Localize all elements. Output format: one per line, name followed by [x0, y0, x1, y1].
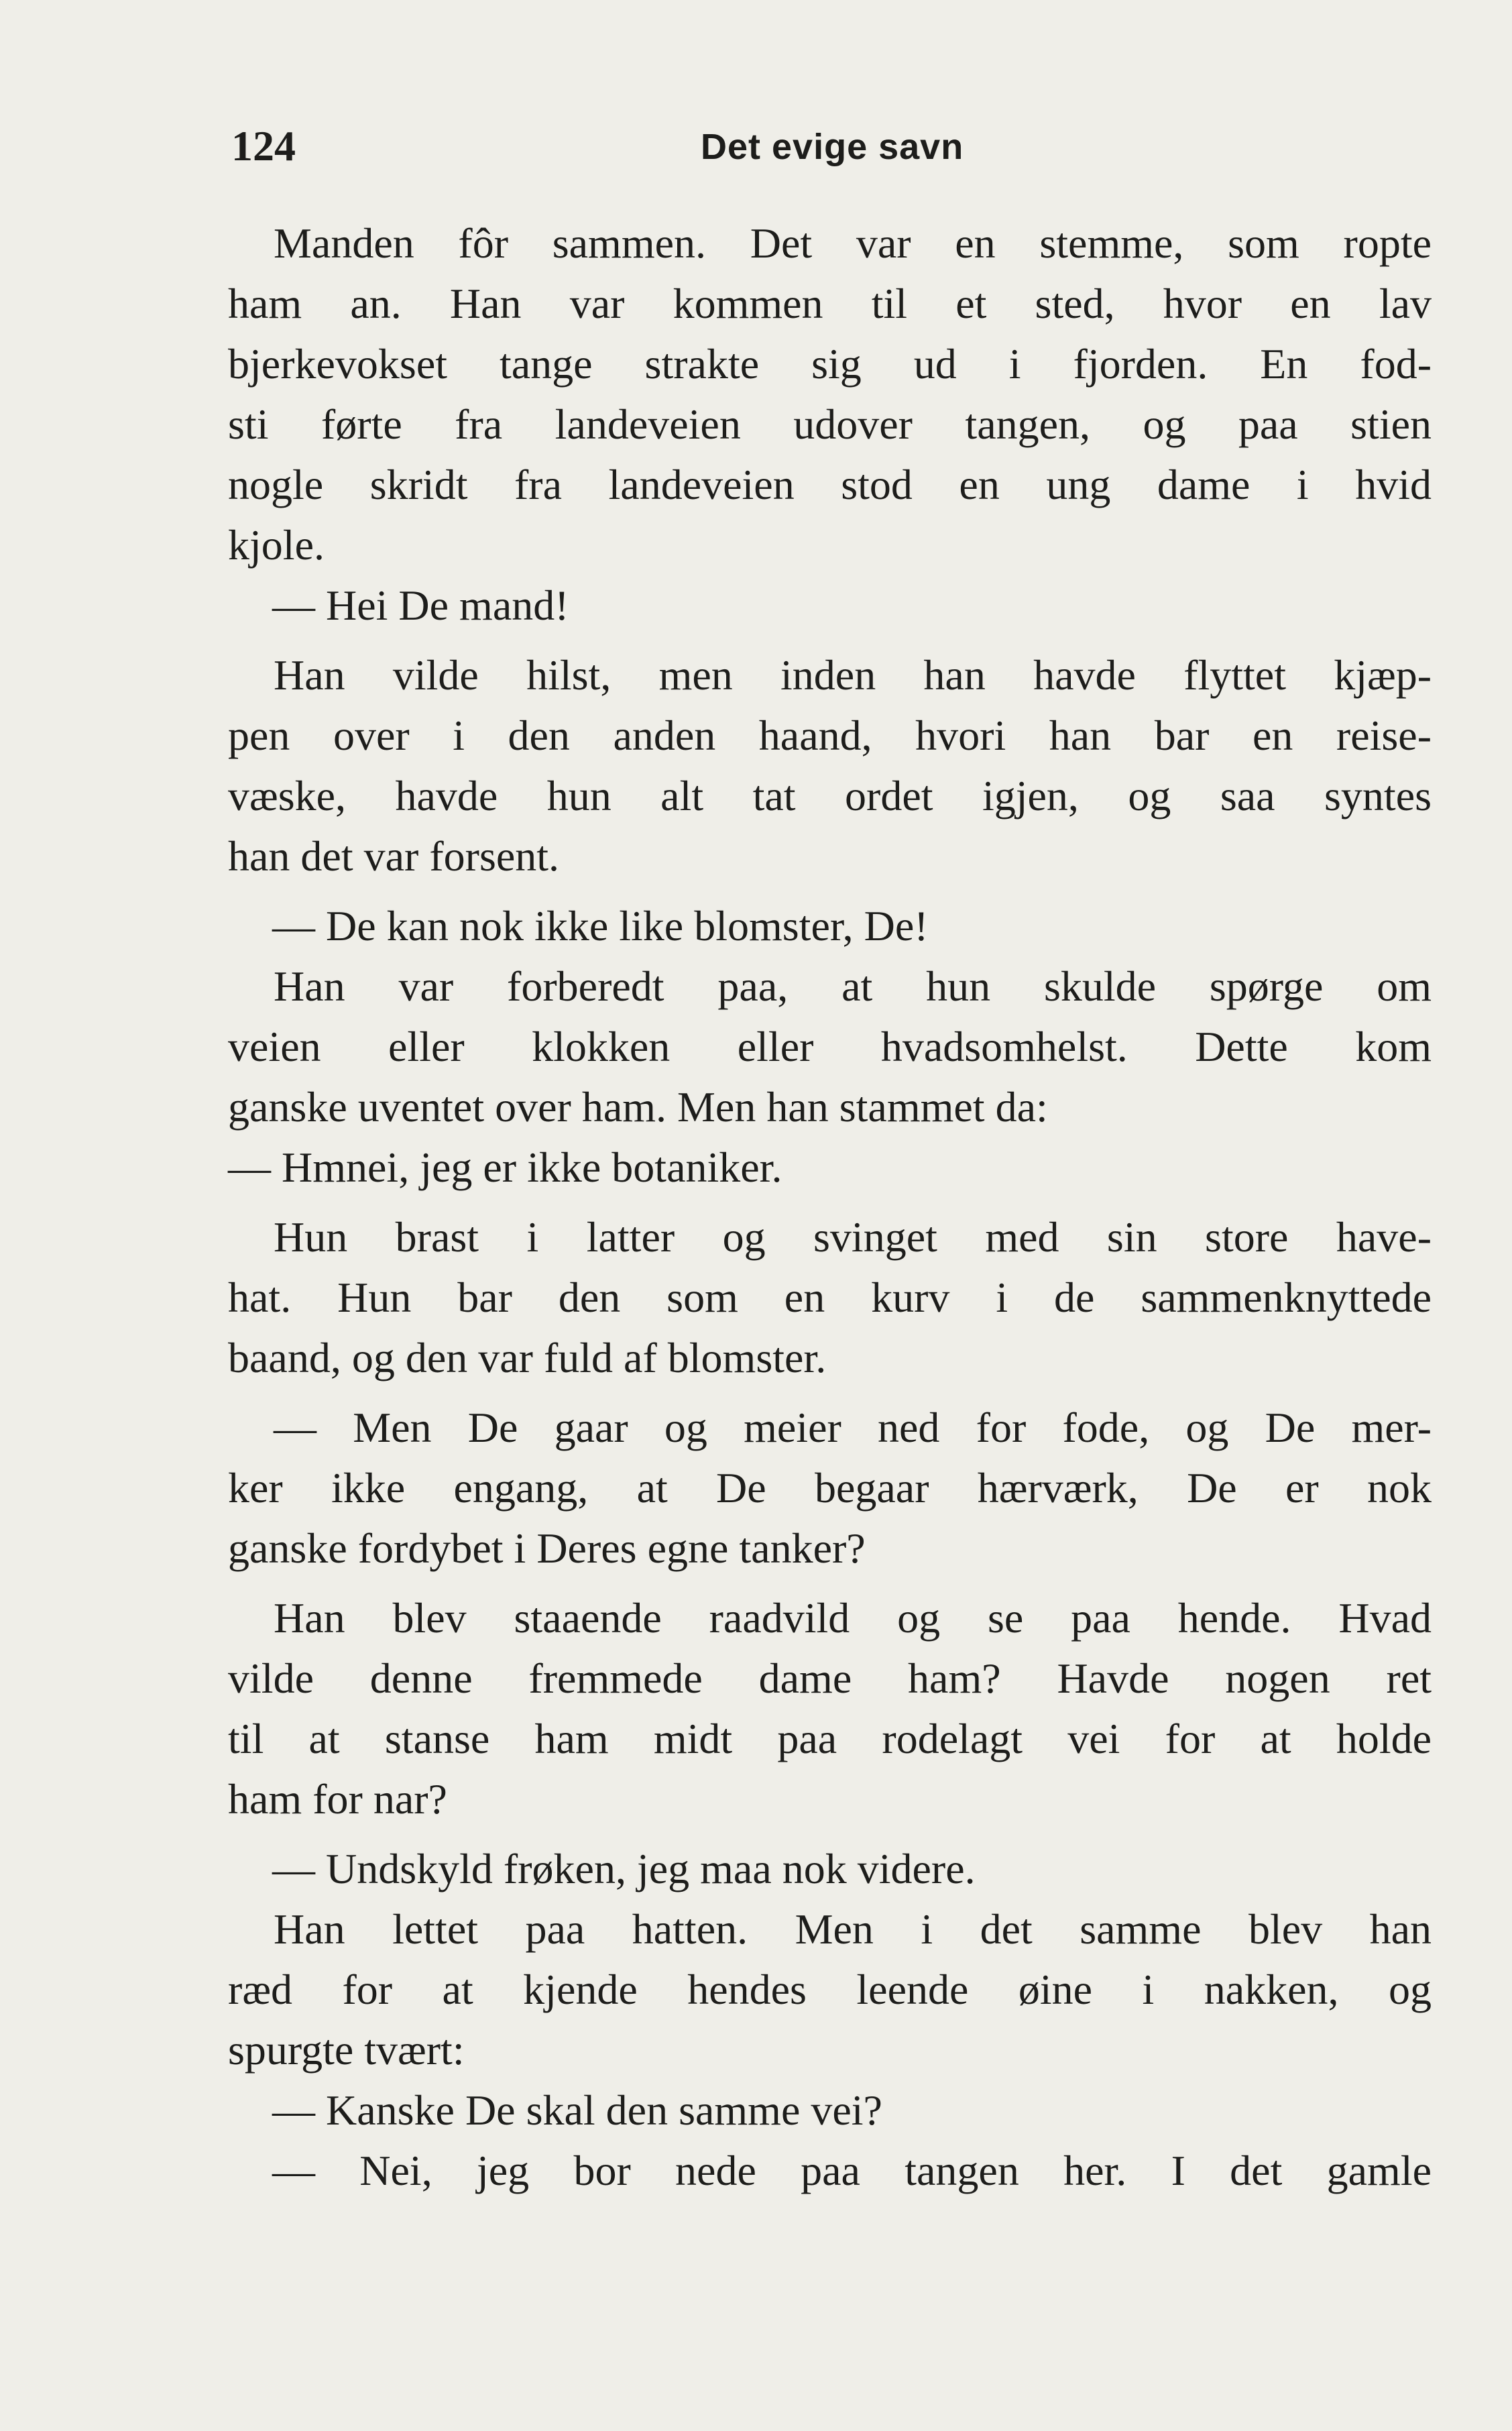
text-line: Han lettet paa hatten. Men i det samme blev han: [274, 1905, 1432, 1953]
text-line: Han vilde hilst, men inden han havde flyttet kjæp-: [274, 651, 1432, 699]
dialogue-line: — Men De gaar og meier ned for fode, og De mer-: [274, 1404, 1432, 1451]
page-header: [231, 119, 1432, 173]
dialogue-line: — Hei De mand!: [272, 581, 569, 629]
text-line: spurgte tvært:: [228, 2026, 465, 2074]
text-line: Han var forberedt paa, at hun skulde spørge om: [274, 962, 1432, 1010]
text-line: veien eller klokken eller hvadsomhelst. Dette kom: [228, 1023, 1432, 1070]
text-line: nogle skridt fra landeveien stod en ung dame i hvid: [228, 461, 1432, 508]
text-line: hat. Hun bar den som en kurv i de sammenknyttede: [228, 1274, 1432, 1321]
page-number: 124: [231, 122, 296, 170]
text-line: kjole.: [228, 521, 325, 569]
text-line: sti førte fra landeveien udover tangen, og paa stien: [228, 400, 1432, 448]
text-line: ker ikke engang, at De begaar hærværk, De er nok: [228, 1464, 1432, 1512]
text-line: bjerkevokset tange strakte sig ud i fjorden. En fod-: [228, 340, 1432, 388]
paragraph-gap: [228, 1198, 1432, 1207]
text-line: ganske uventet over ham. Men han stammet da:: [228, 1083, 1048, 1131]
text-line: ganske fordybet i Deres egne tanker?: [228, 1524, 866, 1572]
body-text: [228, 213, 1432, 2201]
dialogue-line: — De kan nok ikke like blomster, De!: [272, 902, 929, 950]
text-line: ham an. Han var kommen til et sted, hvor en lav: [228, 280, 1432, 327]
paragraph-gap: [228, 887, 1432, 896]
text-line: ræd for at kjende hendes leende øine i nakken, og: [228, 1966, 1432, 2013]
text-line: ham for nar?: [228, 1775, 447, 1823]
text-line: Manden fôr sammen. Det var en stemme, som ropte: [274, 219, 1432, 267]
text-line: han det var forsent.: [228, 832, 560, 880]
text-line: pen over i den anden haand, hvori han bar en reise-: [228, 712, 1432, 759]
text-line: baand, og den var fuld af blomster.: [228, 1334, 827, 1381]
running-title: Det evige savn: [701, 127, 964, 167]
text-line: væske, havde hun alt tat ordet igjen, og saa syntes: [228, 772, 1432, 819]
text-line: Han blev staaende raadvild og se paa hende. Hvad: [274, 1594, 1432, 1642]
text-line: Hun brast i latter og svinget med sin store have-: [274, 1213, 1432, 1261]
text-line: vilde denne fremmede dame ham? Havde nogen ret: [228, 1654, 1432, 1702]
dialogue-line: — Undskyld frøken, jeg maa nok videre.: [272, 1845, 976, 1892]
paragraph-gap: [228, 1579, 1432, 1588]
paragraph-gap: [228, 1388, 1432, 1398]
dialogue-line: — Hmnei, jeg er ikke botaniker.: [228, 1143, 782, 1191]
dialogue-line: — Nei, jeg bor nede paa tangen her. I det gamle: [272, 2147, 1432, 2194]
text-line: til at stanse ham midt paa rodelagt vei for at holde: [228, 1715, 1432, 1762]
paragraph-gap: [228, 1829, 1432, 1839]
paragraph-gap: [228, 636, 1432, 645]
dialogue-line: — Kanske De skal den samme vei?: [272, 2086, 882, 2134]
